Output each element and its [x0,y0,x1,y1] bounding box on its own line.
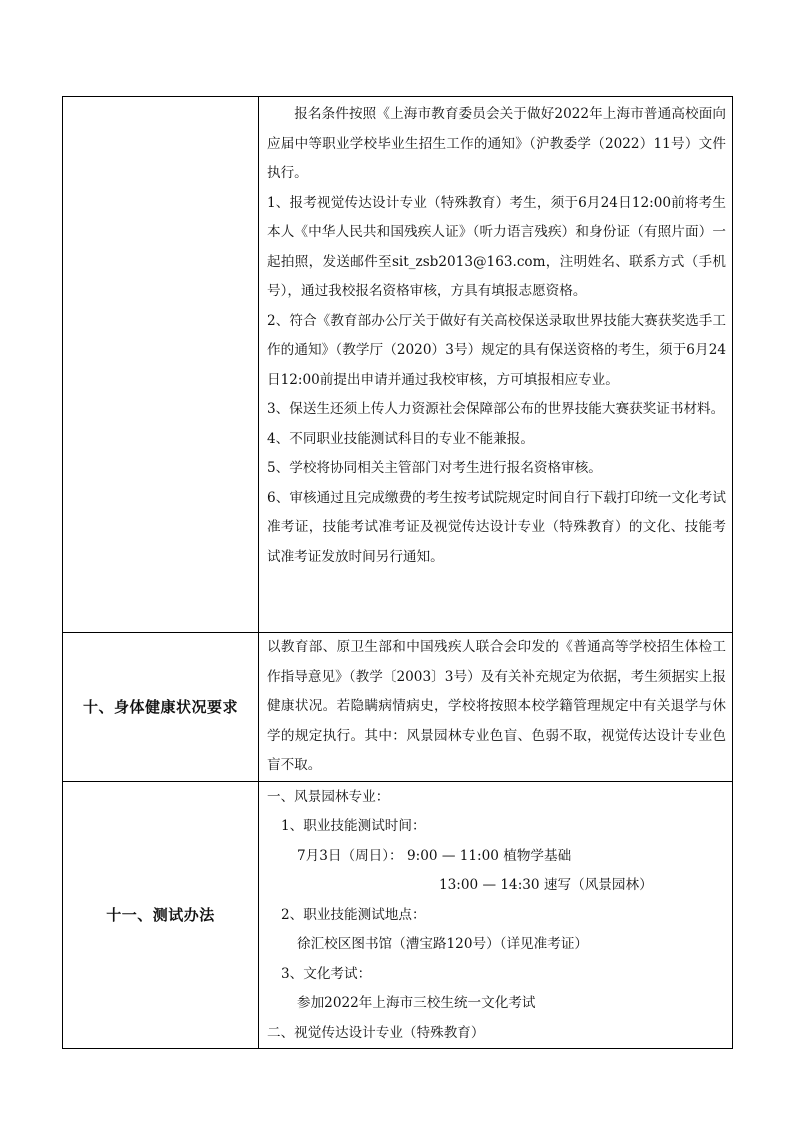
table-row [63,633,733,782]
line-culture-exam-detail: 参加2022年上海市三校生统一文化考试 [297,995,536,1011]
row-content [259,781,733,1049]
paragraph-item-4: 4、不同职业技能测试科目的专业不能兼报。 [267,430,534,447]
paragraph-registration-conditions: 报名条件按照《上海市教育委员会关于做好2022年上海市普通高校面向应届中等职业学校毕业生招生工作的通知》（沪教委学（2022）11号）文件执行。 [267,106,726,181]
line-landscape-major: 一、风景园林专业： [267,788,390,805]
admission-info-table [62,96,733,1049]
line-culture-exam: 3、文化考试： [281,965,372,982]
line-schedule-morning: 7月3日（周日）： 9:00 — 11:00 植物学基础 [297,847,572,864]
paragraph-item-1: 1、报考视觉传达设计专业（特殊教育）考生，须于6月24日12:00前将考生本人《中华人民共和国残疾人证》（听力语言残疾）和身份证（有照片面）一起拍照，发送邮件至sit_zsb2013@163.com，注明姓名、联系方式（手机号），通过我校报名资格审核，方具有填报志愿资格。 [267,194,726,299]
row-label-health-requirements: 十、身体健康状况要求 [63,633,259,782]
line-skill-test-location: 2、职业技能测试地点： [281,906,426,923]
paragraph-item-6: 6、审核通过且完成缴费的考生按考试院规定时间自行下载打印统一文化考试准考证，技能考试准考证及视觉传达设计专业（特殊教育）的文化、技能考试准考证发放时间另行通知。 [267,489,726,565]
row-label-test-method: 十一、测试办法 [63,781,259,1049]
line-schedule-afternoon: 13:00 — 14:30 速写（风景园林） [439,877,653,893]
row-content [259,97,733,633]
paragraph-item-2: 2、符合《教育部办公厅关于做好有关高校保送录取世界技能大赛获奖选手工作的通知》（教学厅（2020）3号）规定的具有保送资格的考生，须于6月24日12:00前提出申请并通过我校审核，方可填报相应专业。 [267,312,726,388]
row-label [63,97,259,633]
paragraph-item-3: 3、保送生还须上传人力资源社会保障部公布的世界技能大赛获奖证书材料。 [267,401,725,417]
table-row [63,781,733,1049]
paragraph-item-5: 5、学校将协同相关主管部门对考生进行报名资格审核。 [267,460,602,476]
row-content [259,633,733,782]
line-skill-test-time: 1、职业技能测试时间： [281,818,426,834]
line-visual-design-major: 二、视觉传达设计专业（特殊教育） [267,1024,485,1041]
paragraph-health: 以教育部、原卫生部和中国残疾人联合会印发的《普通高等学校招生体检工作指导意见》（教学〔2003〕3号）及有关补充规定为依据，考生须据实上报健康状况。若隐瞒病情病史，学校将按照本校学籍管理规定中有关退学与休学的规定执行。其中：风景园林专业色盲、色弱不取，视觉传达设计专业色盲不取。 [267,639,726,773]
line-location-detail: 徐汇校区图书馆（漕宝路120号）（详见准考证） [297,936,589,952]
table-row [63,97,733,633]
